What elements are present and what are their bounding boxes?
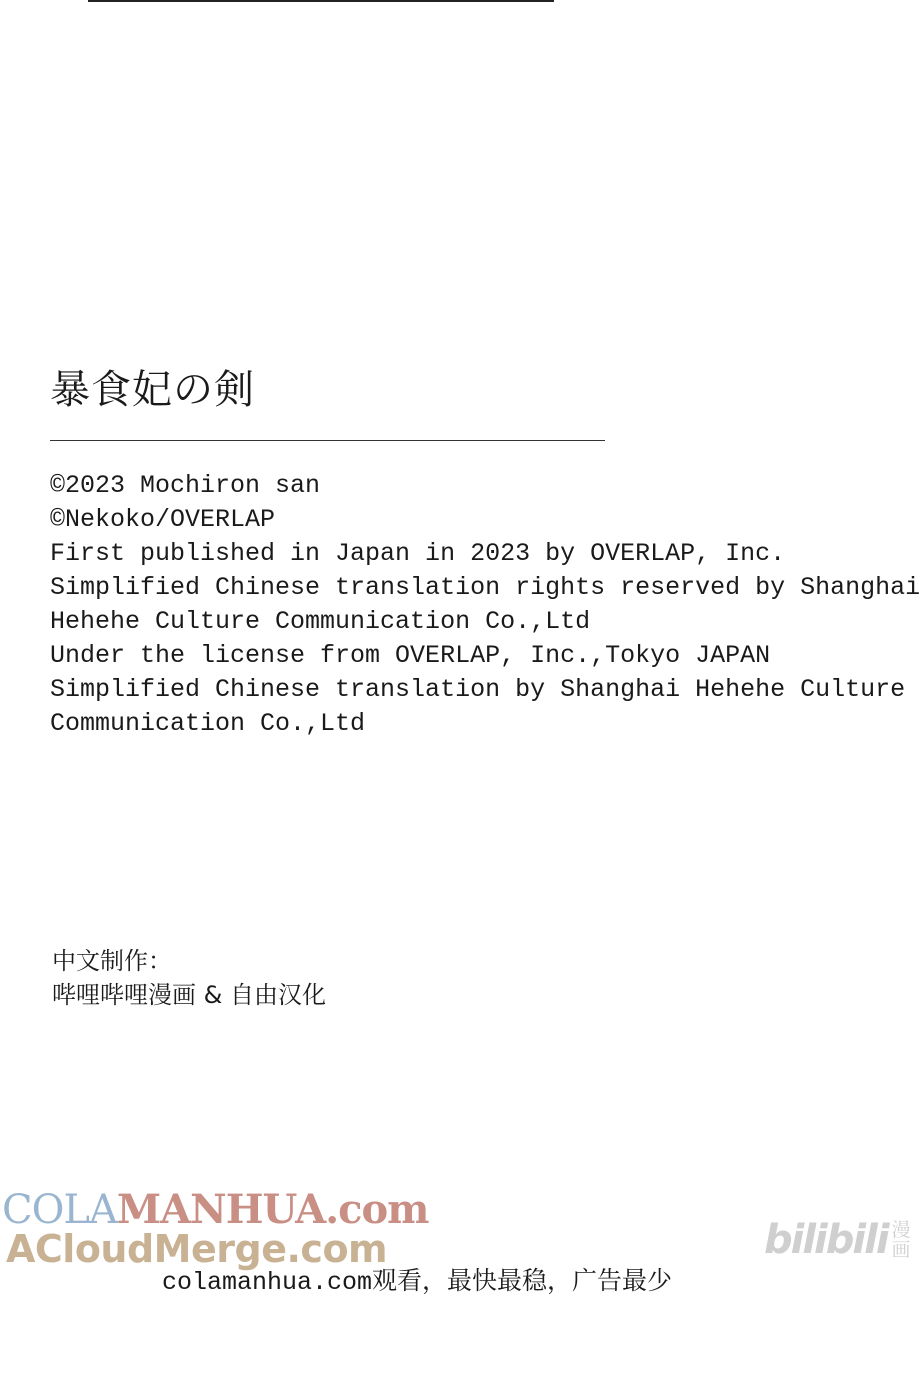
- top-divider: [88, 0, 554, 2]
- credit-line: First published in Japan in 2023 by OVERLAP, Inc.: [50, 539, 786, 568]
- credit-line: Under the license from OVERLAP, Inc.,Tokyo JAPAN: [50, 641, 771, 670]
- bilibili-logo-manhua: 漫画: [891, 1219, 911, 1261]
- credit-line: ©Nekoko/OVERLAP: [50, 505, 276, 534]
- title-divider: [50, 440, 605, 441]
- bilibili-logo-word: bilibili: [764, 1217, 888, 1263]
- production-credits: [52, 944, 326, 1012]
- credit-line: ©2023 Mochiron san: [50, 471, 321, 500]
- footer-notice: colamanhua.com观看，最快最稳，广告最少: [162, 1268, 673, 1297]
- book-title: 暴食妃の剣: [50, 367, 255, 413]
- production-groups: 哔哩哔哩漫画 & 自由汉化: [52, 981, 326, 1009]
- credit-line: Simplified Chinese translation rights reserved by Shanghai: [50, 573, 920, 602]
- watermark-manhua: MANHUA.com: [116, 1186, 429, 1233]
- credit-line: Hehehe Culture Communication Co.,Ltd: [50, 607, 591, 636]
- watermark-cola: COLA: [2, 1187, 117, 1233]
- bilibili-manhua-logo: [764, 1216, 914, 1264]
- acloudmerge-watermark: ACloudMerge.com: [6, 1227, 388, 1271]
- production-label: 中文制作：: [52, 947, 172, 975]
- credit-line: Communication Co.,Ltd: [50, 709, 366, 738]
- copyright-block: [50, 469, 920, 741]
- credit-line: Simplified Chinese translation by Shanghai Hehehe Culture: [50, 675, 906, 704]
